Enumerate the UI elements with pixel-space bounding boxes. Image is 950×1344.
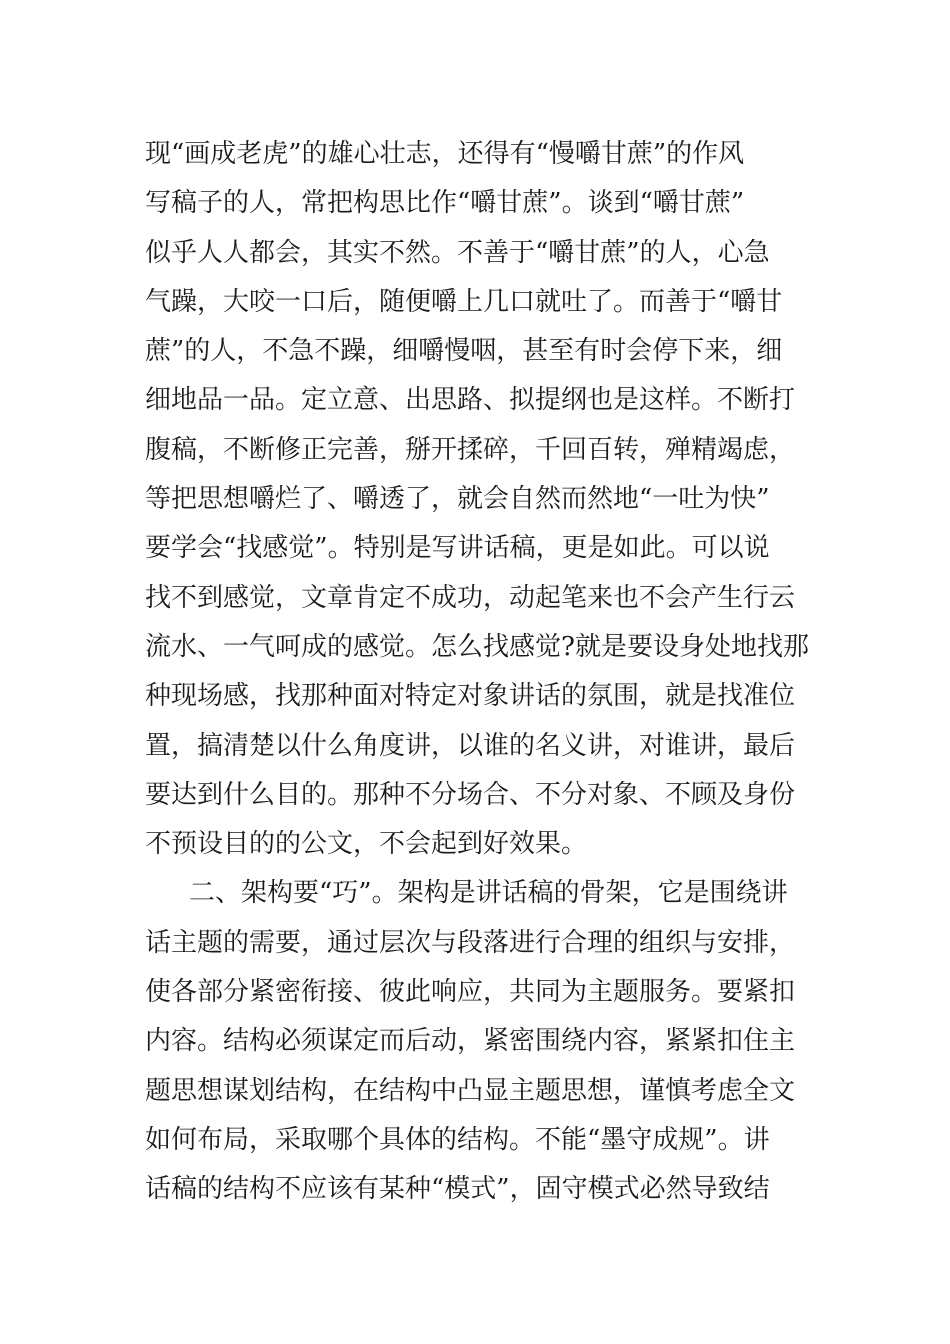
text-line: 内容。结构必须谋定而后动，紧密围绕内容，紧紧扣住主 <box>145 1026 796 1057</box>
text-line: 不预设目的的公文，不会起到好效果。 <box>145 829 588 860</box>
text-line: 种现场感，找那种面对特定对象讲话的氛围，就是找准位 <box>145 681 796 712</box>
text-line: 找不到感觉，文章肯定不成功，动起笔来也不会产生行云 <box>145 582 796 613</box>
text-line: 如何布局，采取哪个具体的结构。不能“墨守成规”。讲 <box>145 1124 770 1155</box>
text-line: 使各部分紧密衔接、彼此响应，共同为主题服务。要紧扣 <box>145 977 796 1008</box>
text-line: 等把思想嚼烂了、嚼透了，就会自然而然地“一吐为快” <box>145 484 770 515</box>
text-line: 现“画成老虎”的雄心壮志，还得有“慢嚼甘蔗”的作风 <box>145 139 745 169</box>
text-line: 题思想谋划结构，在结构中凸显主题思想，谨慎考虑全文 <box>145 1075 796 1106</box>
text-line: 要达到什么目的。那种不分场合、不分对象、不顾及身份 <box>145 779 796 810</box>
paragraph-start-line: 二、架构要“巧”。架构是讲话稿的骨架，它是围绕讲 <box>189 878 788 909</box>
text-line: 要学会“找感觉”。特别是写讲话稿，更是如此。可以说 <box>145 533 770 564</box>
text-line: 话主题的需要，通过层次与段落进行合理的组织与安排， <box>145 927 796 958</box>
text-line: 写稿子的人，常把构思比作“嚼甘蔗”。谈到“嚼甘蔗” <box>145 188 745 219</box>
body-text <box>145 130 815 1215</box>
text-line: 细地品一品。定立意、出思路、拟提纲也是这样。不断打 <box>145 385 796 416</box>
text-line: 腹稿，不断修正完善，掰开揉碎，千回百转，殚精竭虑， <box>145 434 796 465</box>
text-line: 似乎人人都会，其实不然。不善于“嚼甘蔗”的人，心急 <box>145 237 770 268</box>
text-line: 流水、一气呵成的感觉。怎么找感觉?就是要设身处地找那 <box>145 631 809 662</box>
text-line: 气躁，大咬一口后，随便嚼上几口就吐了。而善于“嚼甘 <box>145 286 783 317</box>
text-line: 话稿的结构不应该有某种“模式”，固守模式必然导致结 <box>145 1174 770 1205</box>
text-line: 置，搞清楚以什么角度讲，以谁的名义讲，对谁讲，最后 <box>145 730 796 761</box>
text-line: 蔗”的人，不急不躁，细嚼慢咽，甚至有时会停下来，细 <box>145 336 783 367</box>
